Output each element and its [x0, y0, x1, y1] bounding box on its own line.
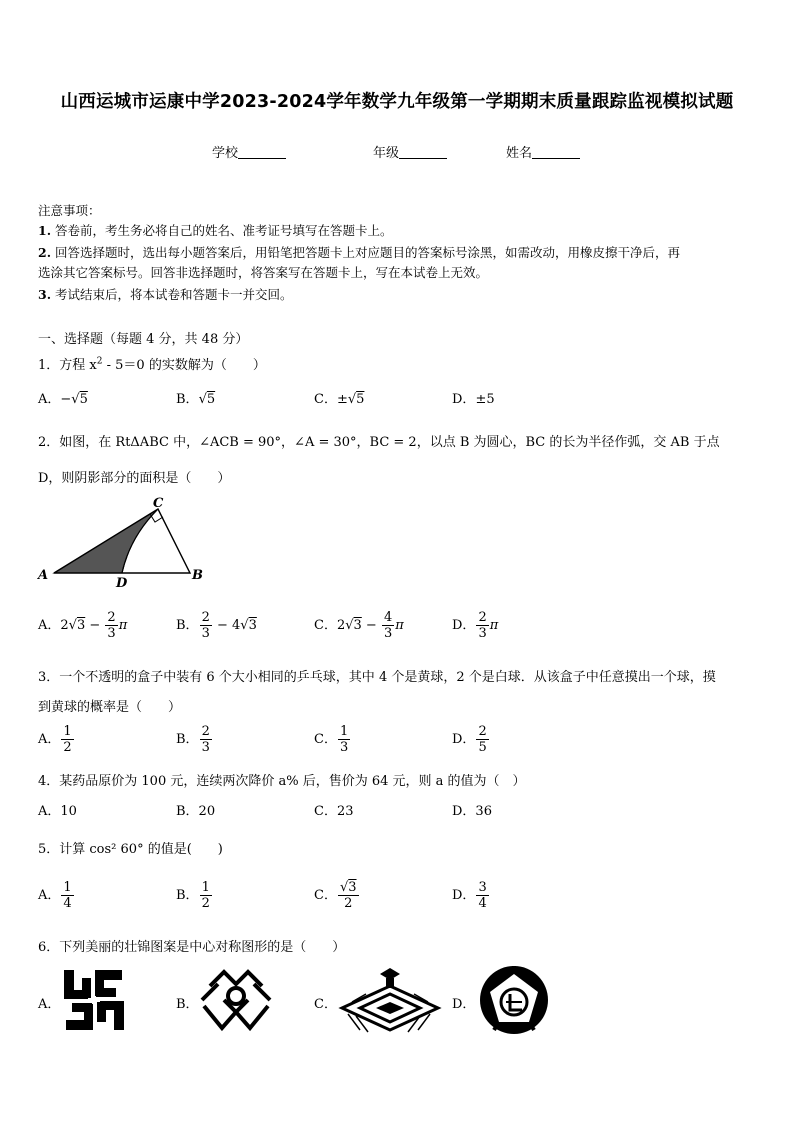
- q3-option-b[interactable]: B． $\frac{2}{3}$: [176, 724, 210, 755]
- grade-label: 年级: [373, 146, 400, 161]
- note-item-3: 3. 考试结束后，将本试卷和答题卡一并交回。: [38, 287, 293, 302]
- q1-option-a[interactable]: A．−√5: [38, 392, 88, 407]
- q3-option-c[interactable]: C． $\frac{1}{3}$: [314, 724, 349, 755]
- q6-option-b-label[interactable]: B．: [176, 997, 199, 1012]
- note-item-1: 1. 答卷前，考生务必将自己的姓名、准考证号填写在答题卡上。: [38, 223, 393, 238]
- question-2-line-2: D，则阴影部分的面积是（ ）: [38, 471, 231, 486]
- q5-option-a[interactable]: A． $\frac{1}{4}$: [38, 880, 72, 911]
- school-field[interactable]: [212, 142, 286, 161]
- q3-option-a[interactable]: A． $\frac{1}{2}$: [38, 724, 72, 755]
- pattern-c-icon[interactable]: [338, 964, 442, 1034]
- question-3-line-2: 到黄球的概率是（ ）: [38, 700, 182, 715]
- label-a: A: [38, 568, 49, 583]
- label-d: D: [116, 576, 128, 591]
- q2-option-b[interactable]: B． $\frac{2}{3}$ − 4√3: [176, 610, 257, 641]
- q4-option-d[interactable]: D．36: [452, 804, 492, 819]
- label-b: B: [192, 568, 203, 583]
- question-3-line-1: 3．一个不透明的盒子中装有 6 个大小相同的乒乓球，其中 4 个是黄球，2 个是白球．从该盒子中任意摸出一个球，摸: [38, 670, 716, 685]
- q1-option-c[interactable]: C．±√5: [314, 392, 365, 407]
- q4-option-b[interactable]: B．20: [176, 804, 216, 819]
- section-heading: 一、选择题（每题 4 分，共 48 分）: [38, 332, 249, 347]
- question-4: 4．某药品原价为 100 元，连续两次降价 a% 后，售价为 64 元，则 a 的值为（ ）: [38, 774, 526, 789]
- q4-option-a[interactable]: A．10: [38, 804, 77, 819]
- school-label: 学校: [212, 146, 239, 161]
- note-item-2: 2. 回答选择题时，选出每小题答案后，用铅笔把答题卡上对应题目的答案标号涂黑，如需改动，用橡皮擦干净后，再: [38, 245, 681, 260]
- q1-option-d[interactable]: D．±5: [452, 392, 495, 407]
- q5-option-c[interactable]: C． $\frac{√3}{2}$: [314, 880, 357, 911]
- pattern-a-icon[interactable]: [62, 968, 126, 1032]
- q5-option-d[interactable]: D． $\frac{3}{4}$: [452, 880, 487, 911]
- q1-option-b[interactable]: B．√5: [176, 392, 216, 407]
- name-field[interactable]: [506, 142, 580, 161]
- q2-option-d[interactable]: D． $\frac{2}{3}$ π: [452, 610, 499, 641]
- note-item-2-cont: 选涂其它答案标号。回答非选择题时，将答案写在答题卡上，写在本试卷上无效。: [38, 265, 489, 280]
- q5-option-b[interactable]: B． $\frac{1}{2}$: [176, 880, 210, 911]
- note-num-2: 2.: [38, 245, 52, 260]
- note-num-1: 1.: [38, 223, 52, 238]
- pattern-b-icon[interactable]: [200, 966, 272, 1032]
- page-title: 山西运城市运康中学2023-2024学年数学九年级第一学期期末质量跟踪监视模拟试题: [60, 92, 734, 112]
- q2-option-c[interactable]: C．2√3 − $\frac{4}{3}$ π: [314, 610, 404, 641]
- notes-heading: 注意事项：: [38, 203, 101, 218]
- question-2-line-1: 2．如图，在 RtΔABC 中，∠ACB = 90°，∠A = 30°，BC = 2，以点 B 为圆心，BC 的长为半径作弧，交 AB 于点: [38, 435, 720, 450]
- q6-option-a-label[interactable]: A．: [38, 997, 61, 1012]
- note-num-3: 3.: [38, 287, 52, 302]
- name-label: 姓名: [506, 146, 533, 161]
- question-5: 5．计算 cos² 60° 的值是( ): [38, 842, 223, 857]
- q3-option-d[interactable]: D． $\frac{2}{5}$: [452, 724, 487, 755]
- pattern-d-icon[interactable]: [478, 964, 550, 1036]
- triangle-figure: [30, 495, 210, 595]
- q2-option-a[interactable]: A．2√3 − $\frac{2}{3}$ π: [38, 610, 128, 641]
- q6-option-d-label[interactable]: D．: [452, 997, 476, 1012]
- label-c: C: [153, 496, 164, 511]
- question-1: 1．方程 $x^2 - 5=0$ 的实数解为（ ）: [38, 356, 266, 373]
- question-6: 6．下列美丽的壮锦图案是中心对称图形的是（ ）: [38, 940, 346, 955]
- grade-field[interactable]: [373, 142, 447, 161]
- q4-option-c[interactable]: C．23: [314, 804, 354, 819]
- q6-option-c-label[interactable]: C．: [314, 997, 337, 1012]
